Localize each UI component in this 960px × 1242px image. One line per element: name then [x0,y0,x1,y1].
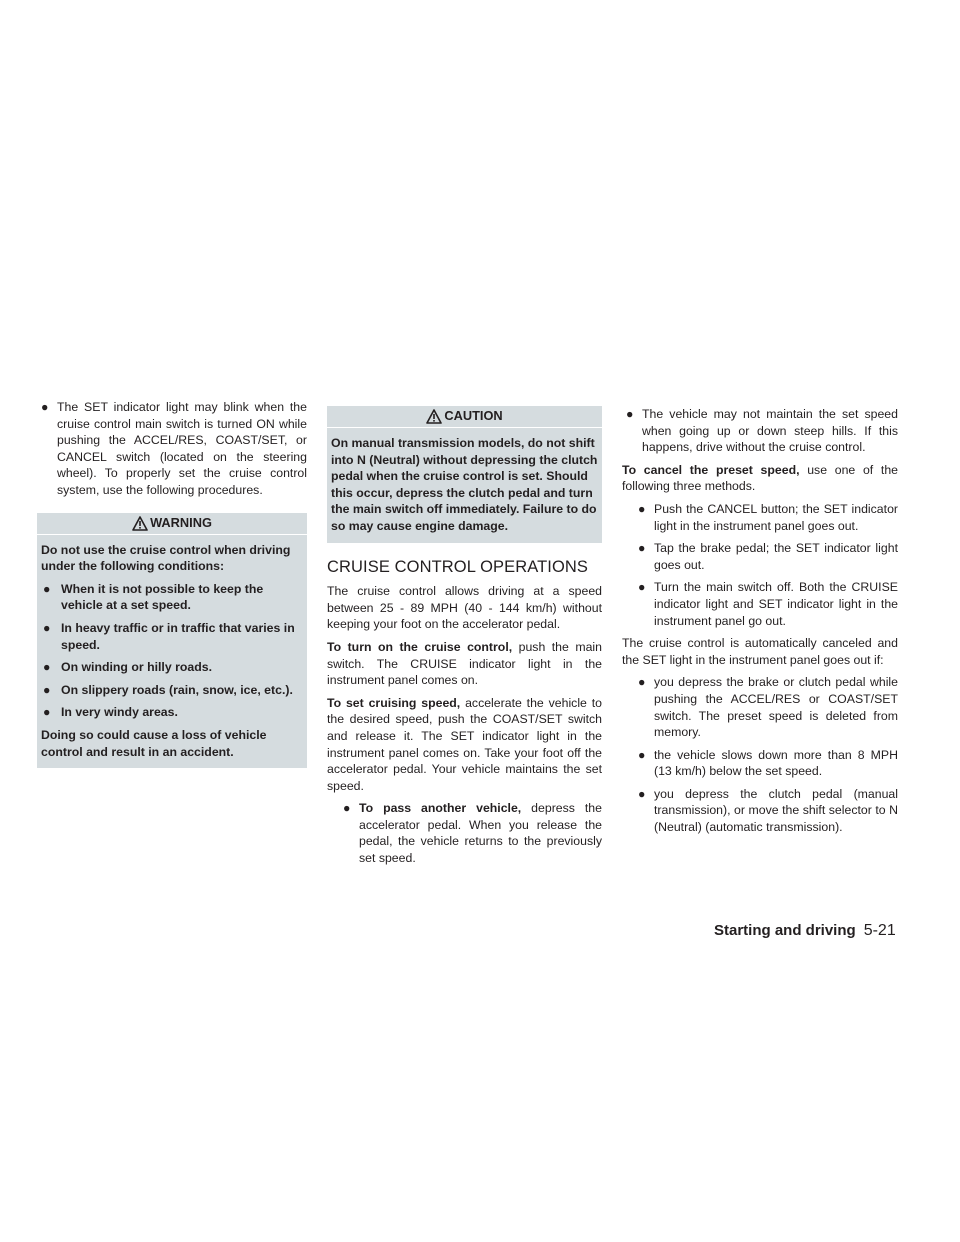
warning-body [37,535,307,769]
list-item: ● In very windy areas. [43,705,178,720]
cancel-text: use one of the following three methods. [622,462,899,494]
pass-text: depress the accelerator pedal. When you release the pedal, the vehicle returns to the previously set speed. [359,801,602,866]
list-item: ● When it is not possible to keep the vehicle at a set speed. [43,581,264,613]
set-speed-paragraph [327,695,602,795]
cancel-lead: To cancel the preset speed, [622,462,800,477]
bullet-glyph: ● [41,400,49,414]
warning-triangle-icon [132,516,148,531]
cancel-paragraph [622,462,898,495]
warning-outro: Doing so could cause a loss of vehicle control and result in an accident. [41,727,267,759]
caution-triangle-icon [426,409,442,424]
turn-on-lead: To turn on the cruise control, [327,639,513,654]
column-right [622,406,898,842]
column-middle [327,406,602,873]
intro-paragraph: The cruise control allows driving at a speed between 25 - 89 MPH (40 - 144 km/h) without keeping your foot on the accelerator pedal. [327,584,602,632]
warning-intro: Do not use the cruise control when driving under the following conditions: [41,542,291,574]
page-footer [714,922,914,940]
warning-box [37,513,307,769]
list-item: ● you depress the clutch pedal (manual transmission), or move the shift selector to N (Neutral) (automatic transmission). [638,786,898,835]
list-item: ● you depress the brake or clutch pedal while pushing the ACCEL/RES or COAST/SET switch. The preset speed is deleted from memory. [638,675,898,740]
set-lead: To set cruising speed, [327,695,461,710]
page-number: 5-21 [863,922,896,939]
turn-on-paragraph [327,639,602,689]
list-item: ● the vehicle slows down more than 8 MPH (13 km/h) below the set speed. [638,747,898,779]
list-item: ● Push the CANCEL button; the SET indicator light in the instrument panel goes out. [638,501,898,533]
caution-title: CAUTION [444,408,503,424]
footer-section: Starting and driving [714,922,856,939]
list-item: ● On slippery roads (rain, snow, ice, etc.). [43,682,293,697]
pass-lead: To pass another vehicle, [359,801,522,816]
warning-title: WARNING [150,514,212,530]
caution-body [327,428,602,543]
caution-header [327,406,602,428]
warning-header [37,513,307,535]
section-title: CRUISE CONTROL OPERATIONS [327,557,589,576]
auto-cancel-paragraph: The cruise control is automatically canceled and the SET light in the instrument panel goes out if: [622,636,898,667]
list-item [37,399,307,499]
list-item: ● On winding or hilly roads. [43,660,212,675]
turn-on-text: push the main switch. The CRUISE indicator light in the instrument panel comes on. [327,639,602,688]
list-item: ● Tap the brake pedal; the SET indicator light goes out. [638,541,898,572]
list-item: ● In heavy traffic or in traffic that varies in speed. [43,620,295,652]
bullet-text: The vehicle may not maintain the set speed when going up or down steep hills. If this happens, drive without the cruise control. [642,407,898,455]
caution-text: On manual transmission models, do not shift into N (Neutral) without depressing the clutch pedal when the cruise control is set. Should this occur, depress the clutch pedal and turn the main switch off immediately. Failure to do so may cause engine damage. [331,436,598,533]
column-left [37,399,307,778]
list-item: ● Turn the main switch off. Both the CRUISE indicator light and SET indicator light in the instrument panel go out. [638,580,898,628]
caution-box [327,406,602,543]
set-text: accelerate the vehicle to the desired speed, push the COAST/SET switch and release it. The SET indicator light in the instrument panel comes on. Take your foot off the accelerator pedal. Your vehicle maintains the set speed. [327,695,603,793]
list-item: ● The vehicle may not maintain the set speed when going up or down steep hills. If this happens, drive without the cruise control. [626,407,898,455]
bullet-text: The SET indicator light may blink when the cruise control main switch is turned ON while pushing the ACCEL/RES, COAST/SET, or CANCEL switch (located on the steering wheel). To properly set the cruise control system, use the following procedures. [57,400,307,497]
list-item: ● To pass another vehicle, depress the accelerator pedal. When you release the pedal, the vehicle returns to the previously set speed. [343,801,602,866]
